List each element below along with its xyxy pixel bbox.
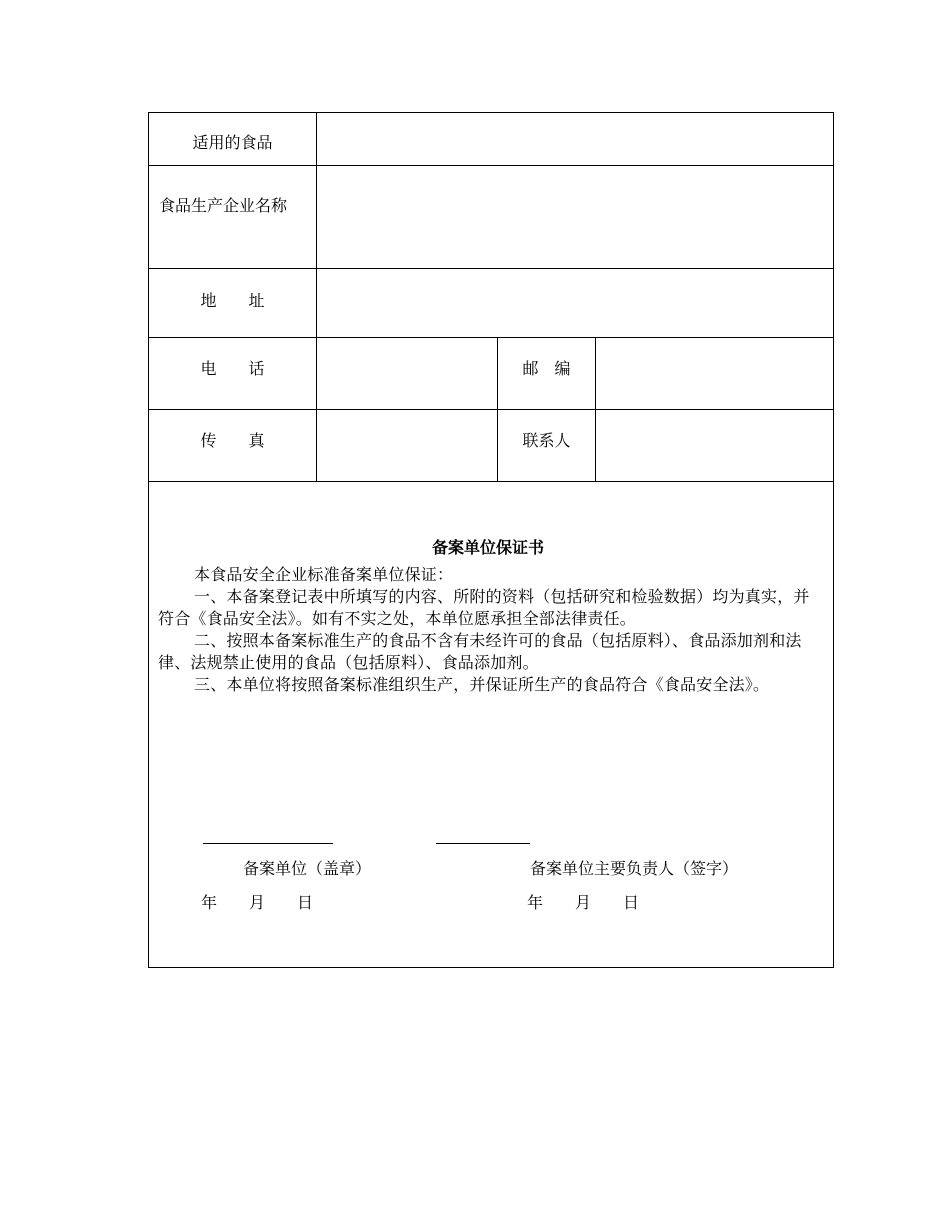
column-divider xyxy=(595,337,596,482)
seal-signature-line xyxy=(203,843,333,844)
row-divider xyxy=(148,165,834,166)
address-label: 地 址 xyxy=(200,291,265,310)
guarantee-item-2: 二、按照本备案标准生产的食品不含有未经许可的食品（包括原料）、食品添加剂和法律、法规禁止使用的食品（包括原料）、食品添加剂。 xyxy=(158,631,802,672)
guarantee-item-1: 一、本备案登记表中所填写的内容、所附的资料（包括研究和检验数据）均为真实，并符合《食品安全法》。如有不实之处，本单位愿承担全部法律责任。 xyxy=(158,587,810,628)
right-date: 年 月 日 xyxy=(527,893,640,912)
row-divider xyxy=(148,409,834,410)
postcode-label: 邮 编 xyxy=(522,359,571,378)
left-date: 年 月 日 xyxy=(201,893,314,912)
phone-label: 电 话 xyxy=(200,359,265,378)
contact-person-label: 联系人 xyxy=(522,431,571,450)
responsible-person-label: 备案单位主要负责人（签字） xyxy=(530,859,739,878)
food-label: 适用的食品 xyxy=(192,133,273,152)
guarantee-statement xyxy=(158,536,818,696)
column-divider xyxy=(316,112,317,482)
row-divider xyxy=(148,268,834,269)
guarantee-intro: 本食品安全企业标准备案单位保证： xyxy=(194,565,454,584)
company-name-label: 食品生产企业名称 xyxy=(159,196,288,215)
filing-unit-seal-label: 备案单位（盖章） xyxy=(243,859,372,878)
responsible-person-signature-line xyxy=(436,843,530,844)
guarantee-item-3: 三、本单位将按照备案标准组织生产，并保证所生产的食品符合《食品安全法》。 xyxy=(194,675,770,694)
row-divider xyxy=(148,337,834,338)
row-divider xyxy=(148,481,834,482)
fax-label: 传 真 xyxy=(200,431,265,450)
guarantee-title: 备案单位保证书 xyxy=(431,538,544,557)
